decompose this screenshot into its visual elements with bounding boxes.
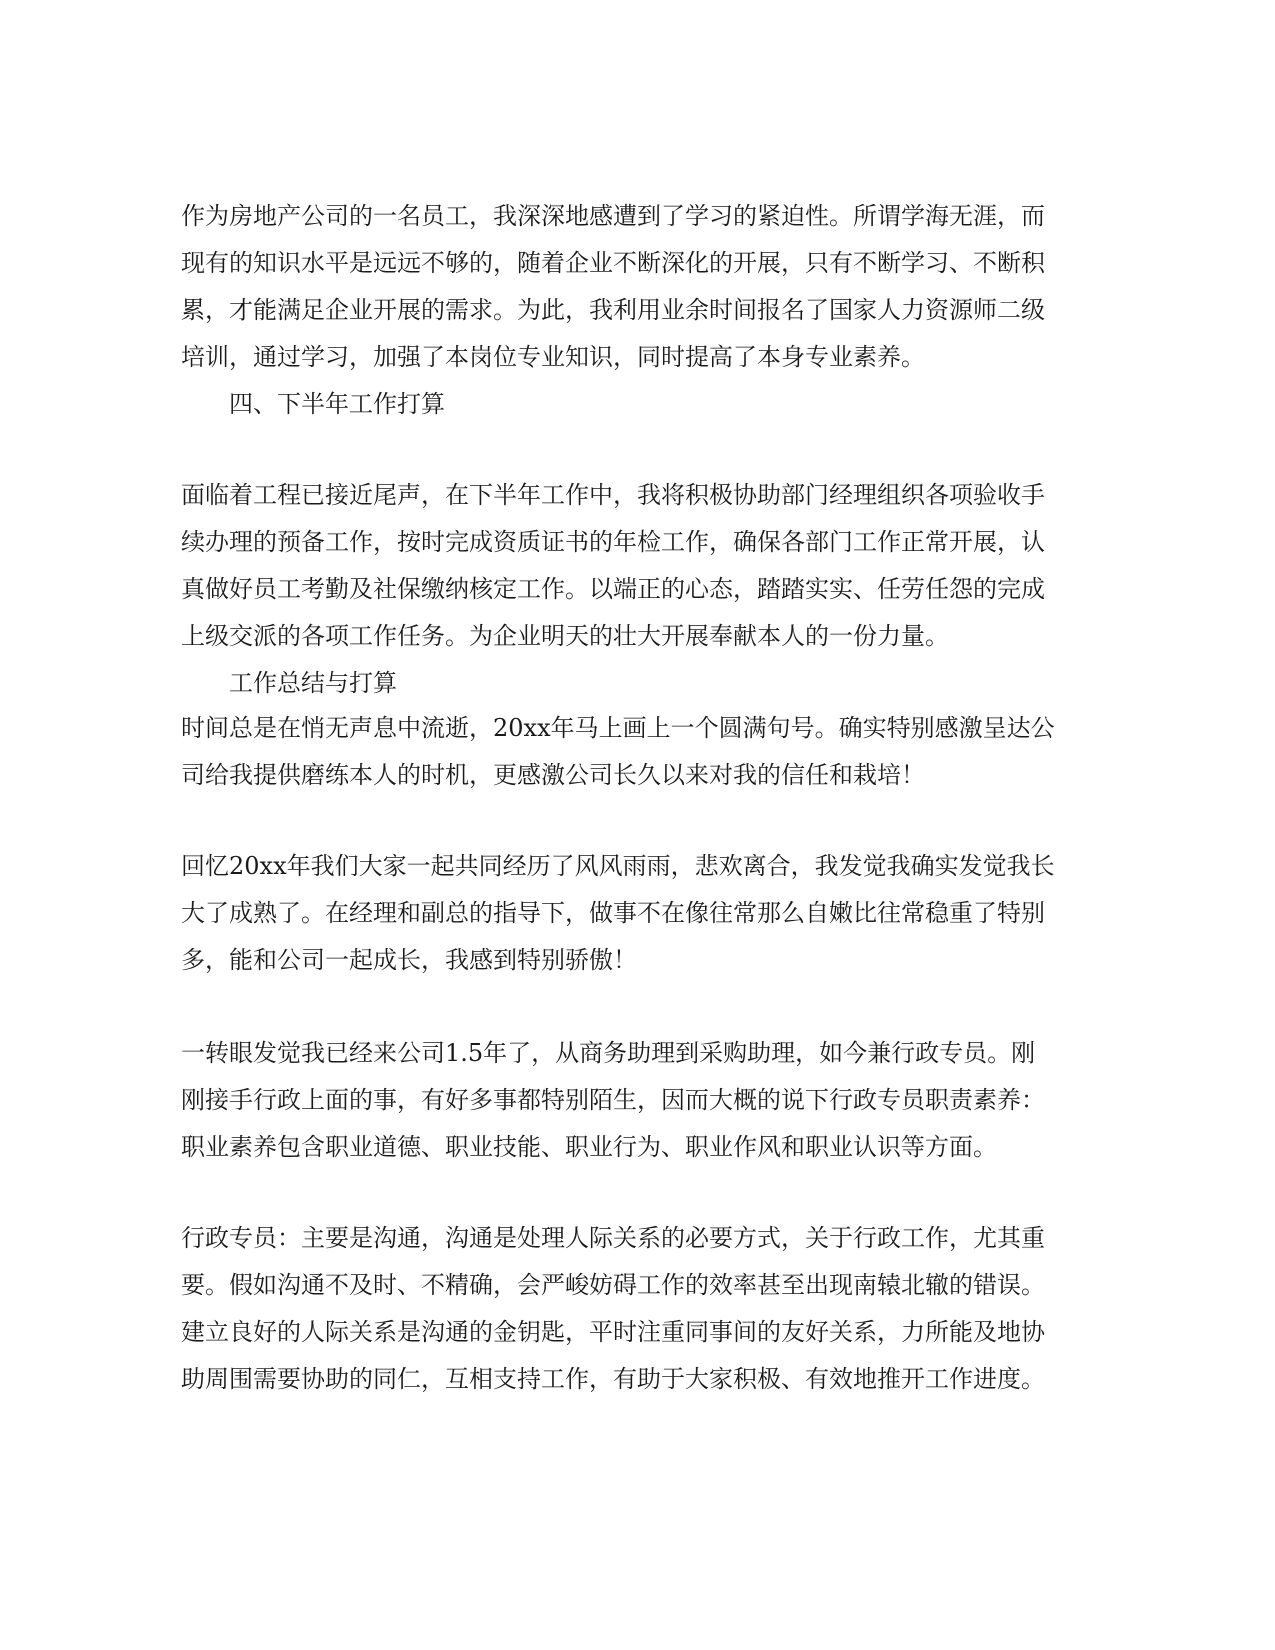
text-line: 行政专员：主要是沟通，沟通是处理人际关系的必要方式，关于行政工作，尤其重: [181, 1224, 1045, 1252]
text-line: 职业素养包含职业道德、职业技能、职业行为、职业作风和职业认识等方面。: [181, 1133, 997, 1161]
text-line: 多，能和公司一起成长，我感到特别骄傲！: [181, 946, 637, 974]
text-line: 上级交派的各项工作任务。为企业明天的壮大开展奉献本人的一份力量。: [181, 622, 949, 650]
text-line: 刚接手行政上面的事，有好多事都特别陌生，因而大概的说下行政专员职责素养：: [181, 1086, 1045, 1114]
text-line: 培训，通过学习，加强了本岗位专业知识，同时提高了本身专业素养。: [181, 343, 925, 371]
text-line: 时间总是在悄无声息中流逝，20xx年马上画上一个圆满句号。确实特别感激呈达公: [181, 714, 1055, 742]
text-line: 作为房地产公司的一名员工，我深深地感遭到了学习的紧迫性。所谓学海无涯，而: [181, 202, 1045, 230]
text-line: 助周围需要协助的同仁，互相支持工作，有助于大家积极、有效地推开工作进度。: [181, 1365, 1045, 1393]
text-line: 回忆20xx年我们大家一起共同经历了风风雨雨，悲欢离合，我发觉我确实发觉我长: [181, 852, 1055, 880]
text-line: 真做好员工考勤及社保缴纳核定工作。以端正的心态，踏踏实实、任劳任怨的完成: [181, 575, 1045, 603]
text-line: 大了成熟了。在经理和副总的指导下，做事不在像往常那么自嫩比往常稳重了特别: [181, 899, 1045, 927]
section-heading-summary: 工作总结与打算: [229, 669, 397, 697]
text-line: 现有的知识水平是远远不够的，随着企业不断深化的开展，只有不断学习、不断积: [181, 249, 1045, 277]
text-line: 累，才能满足企业开展的需求。为此，我利用业余时间报名了国家人力资源师二级: [181, 296, 1045, 324]
text-line: 续办理的预备工作，按时完成资质证书的年检工作，确保各部门工作正常开展，认: [181, 528, 1045, 556]
text-line: 要。假如沟通不及时、不精确，会严峻妨碍工作的效率甚至出现南辕北辙的错误。: [181, 1271, 1045, 1299]
text-line: 面临着工程已接近尾声，在下半年工作中，我将积极协助部门经理组织各项验收手: [181, 481, 1045, 509]
section-heading-plan: 四、下半年工作打算: [229, 390, 445, 418]
text-line: 司给我提供磨练本人的时机，更感激公司长久以来对我的信任和栽培！: [181, 761, 925, 789]
text-line: 一转眼发觉我已经来公司1.5年了，从商务助理到采购助理，如今兼行政专员。刚: [181, 1039, 1036, 1067]
text-line: 建立良好的人际关系是沟通的金钥匙，平时注重同事间的友好关系，力所能及地协: [181, 1318, 1045, 1346]
